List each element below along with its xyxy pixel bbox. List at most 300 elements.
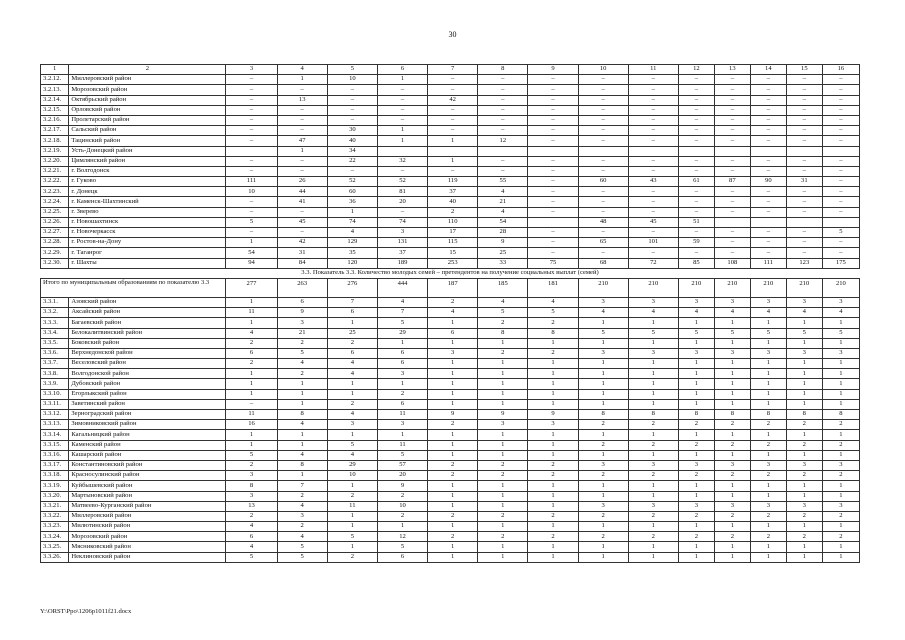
year-value-cell: 8	[478, 328, 528, 338]
year-value-cell: 2	[327, 552, 377, 562]
year-value-cell: 9	[478, 238, 528, 248]
year-value-cell: 111	[226, 177, 277, 187]
column-number: 3	[226, 65, 277, 75]
year-value-cell: –	[714, 238, 750, 248]
year-value-cell: 2	[428, 532, 478, 542]
section-title: 3.3. Показатель 3.3. Количество молодых семей – претендентов на получение социальных выплат (семей)	[41, 268, 860, 278]
row-code: 3.2.24.	[41, 197, 69, 207]
year-value-cell: 2	[678, 420, 714, 430]
column-number: 11	[628, 65, 678, 75]
year-value-cell: 3	[750, 348, 786, 358]
year-value-cell: –	[714, 197, 750, 207]
year-value-cell: –	[578, 85, 628, 95]
row-district-name: Неклиновский район	[69, 552, 226, 562]
year-value-cell: 1	[428, 156, 478, 166]
year-value-cell: 1	[226, 440, 277, 450]
row-district-name: Красносулинский район	[69, 471, 226, 481]
year-value-cell: 1	[478, 338, 528, 348]
year-value-cell: 15	[428, 248, 478, 258]
year-value-cell: –	[786, 85, 822, 95]
year-value-cell: 1	[678, 359, 714, 369]
year-value-cell: 6	[377, 348, 427, 358]
year-value-cell: 10	[377, 501, 427, 511]
year-value-cell: 1	[377, 430, 427, 440]
year-value-cell: 9	[277, 308, 327, 318]
year-value-cell: 1	[377, 75, 427, 85]
year-value-cell: 7	[327, 297, 377, 307]
column-number: 15	[786, 65, 822, 75]
row-district-name: Дубовский район	[69, 379, 226, 389]
year-value-cell: –	[578, 156, 628, 166]
year-value-cell: 1	[428, 369, 478, 379]
table-row	[41, 460, 860, 470]
year-value-cell: 1	[327, 318, 377, 328]
year-value-cell: –	[327, 166, 377, 176]
year-value-cell: –	[822, 187, 859, 197]
year-value-cell: 2	[678, 532, 714, 542]
year-value-cell: –	[786, 166, 822, 176]
year-value-cell: 1	[578, 338, 628, 348]
year-value-cell: 175	[822, 258, 859, 268]
year-value-cell: 8	[822, 410, 859, 420]
year-value-cell: 131	[377, 238, 427, 248]
year-value-cell: 31	[277, 248, 327, 258]
year-value-cell: –	[628, 95, 678, 105]
year-value-cell: 1	[478, 501, 528, 511]
year-value-cell: 47	[277, 136, 327, 146]
year-value-cell: 90	[750, 177, 786, 187]
year-value-cell: 1	[478, 430, 528, 440]
year-value-cell: –	[226, 85, 277, 95]
year-value-cell	[226, 146, 277, 156]
year-value-cell: –	[528, 187, 578, 197]
year-value-cell: –	[478, 156, 528, 166]
year-value-cell: –	[327, 115, 377, 125]
year-value-cell: –	[786, 238, 822, 248]
year-value-cell: 48	[578, 217, 628, 227]
year-value-cell: 55	[478, 177, 528, 187]
year-value-cell: 1	[822, 379, 859, 389]
year-value-cell: –	[528, 248, 578, 258]
row-code: 3.2.18.	[41, 136, 69, 146]
year-value-cell: 1	[714, 481, 750, 491]
year-value-cell: 2	[822, 471, 859, 481]
row-district-name: Аксайский район	[69, 308, 226, 318]
year-value-cell: 1	[822, 542, 859, 552]
year-value-cell: –	[226, 207, 277, 217]
year-value-cell: 1	[377, 379, 427, 389]
year-value-cell: 2	[277, 369, 327, 379]
year-value-cell: 29	[327, 460, 377, 470]
year-value-cell: 2	[478, 511, 528, 521]
year-value-cell: 1	[528, 491, 578, 501]
year-value-cell: –	[628, 115, 678, 125]
year-value-cell: 1	[678, 399, 714, 409]
year-value-cell: 123	[786, 258, 822, 268]
year-value-cell: 4	[277, 420, 327, 430]
year-value-cell: 2	[786, 532, 822, 542]
year-value-cell: 5	[377, 318, 427, 328]
row-code: 3.2.20.	[41, 156, 69, 166]
year-value-cell: 3	[750, 297, 786, 307]
year-value-cell: 4	[327, 450, 377, 460]
year-value-cell: –	[714, 207, 750, 217]
year-value-cell: –	[277, 105, 327, 115]
year-value-cell: 4	[786, 308, 822, 318]
year-value-cell: 6	[327, 308, 377, 318]
total-value-cell: 263	[277, 278, 327, 297]
row-district-name: Багаевский район	[69, 318, 226, 328]
row-code: 3.3.3.	[41, 318, 69, 328]
year-value-cell: 20	[377, 197, 427, 207]
year-value-cell: 1	[822, 399, 859, 409]
year-value-cell: –	[822, 238, 859, 248]
year-value-cell: –	[750, 136, 786, 146]
column-number-header	[41, 65, 860, 75]
year-value-cell: 1	[714, 399, 750, 409]
footer-file-path: Y:\ORST\Ppo\1206p1011f21.docx	[40, 608, 132, 615]
year-value-cell: 10	[327, 75, 377, 85]
year-value-cell: –	[628, 166, 678, 176]
row-district-name: Орловский район	[69, 105, 226, 115]
year-value-cell: 3	[714, 297, 750, 307]
year-value-cell: –	[750, 197, 786, 207]
year-value-cell: 2	[528, 532, 578, 542]
data-table-container	[40, 64, 860, 563]
year-value-cell: –	[377, 95, 427, 105]
year-value-cell: 2	[714, 532, 750, 542]
year-value-cell: 36	[327, 197, 377, 207]
year-value-cell: 2	[578, 532, 628, 542]
year-value-cell: 40	[428, 197, 478, 207]
year-value-cell: 1	[786, 491, 822, 501]
row-district-name: Цимлянский район	[69, 156, 226, 166]
year-value-cell: –	[377, 115, 427, 125]
year-value-cell: –	[678, 228, 714, 238]
year-value-cell: 3	[377, 420, 427, 430]
row-code: 3.3.16.	[41, 450, 69, 460]
year-value-cell: 8	[750, 410, 786, 420]
row-code: 3.3.8.	[41, 369, 69, 379]
year-value-cell: 1	[750, 491, 786, 501]
total-value-cell: 210	[750, 278, 786, 297]
row-code: 3.2.16.	[41, 115, 69, 125]
year-value-cell: 1	[428, 359, 478, 369]
row-code: 3.3.10.	[41, 389, 69, 399]
year-value-cell: 3	[628, 297, 678, 307]
year-value-cell: –	[714, 105, 750, 115]
year-value-cell: –	[377, 207, 427, 217]
year-value-cell: 3	[750, 460, 786, 470]
year-value-cell: 2	[714, 471, 750, 481]
year-value-cell: –	[750, 75, 786, 85]
year-value-cell: 1	[578, 379, 628, 389]
year-value-cell: –	[678, 207, 714, 217]
year-value-cell: 54	[478, 217, 528, 227]
year-value-cell: –	[478, 85, 528, 95]
year-value-cell: 2	[528, 318, 578, 328]
year-value-cell: –	[528, 126, 578, 136]
year-value-cell: 1	[678, 481, 714, 491]
year-value-cell: –	[428, 115, 478, 125]
year-value-cell: 2	[428, 420, 478, 430]
year-value-cell: 5	[578, 328, 628, 338]
year-value-cell: 1	[628, 338, 678, 348]
year-value-cell: 43	[628, 177, 678, 187]
table-row	[41, 95, 860, 105]
year-value-cell: 45	[277, 217, 327, 227]
row-code: 3.3.11.	[41, 399, 69, 409]
year-value-cell: –	[786, 197, 822, 207]
year-value-cell: 1	[628, 491, 678, 501]
year-value-cell: 1	[528, 440, 578, 450]
year-value-cell: 2	[822, 440, 859, 450]
year-value-cell: 2	[428, 207, 478, 217]
year-value-cell: 8	[226, 481, 277, 491]
row-code: 3.3.13.	[41, 420, 69, 430]
year-value-cell: –	[822, 136, 859, 146]
year-value-cell: 1	[750, 338, 786, 348]
year-value-cell: 1	[628, 359, 678, 369]
year-value-cell: 2	[786, 471, 822, 481]
year-value-cell: 1	[714, 552, 750, 562]
year-value-cell: 2	[822, 511, 859, 521]
year-value-cell: 6	[377, 552, 427, 562]
year-value-cell: 1	[277, 146, 327, 156]
year-value-cell: 3	[714, 460, 750, 470]
year-value-cell: –	[478, 115, 528, 125]
row-code: 3.3.7.	[41, 359, 69, 369]
year-value-cell: 1	[578, 369, 628, 379]
year-value-cell: 1	[678, 491, 714, 501]
row-code: 3.3.2.	[41, 308, 69, 318]
year-value-cell: 1	[750, 389, 786, 399]
year-value-cell: –	[750, 126, 786, 136]
table-row	[41, 228, 860, 238]
year-value-cell: –	[714, 228, 750, 238]
year-value-cell: 1	[578, 430, 628, 440]
year-value-cell: –	[714, 115, 750, 125]
year-value-cell: –	[678, 136, 714, 146]
year-value-cell: 1	[528, 430, 578, 440]
row-code: 3.2.15.	[41, 105, 69, 115]
year-value-cell: 5	[377, 450, 427, 460]
row-district-name: Заветинский район	[69, 399, 226, 409]
year-value-cell: 37	[428, 187, 478, 197]
year-value-cell: 13	[277, 95, 327, 105]
year-value-cell	[528, 217, 578, 227]
year-value-cell: –	[822, 95, 859, 105]
year-value-cell: 1	[786, 318, 822, 328]
year-value-cell: 1	[478, 379, 528, 389]
year-value-cell: –	[528, 177, 578, 187]
year-value-cell: 1	[428, 318, 478, 328]
year-value-cell: 4	[226, 328, 277, 338]
year-value-cell: –	[750, 156, 786, 166]
year-value-cell: –	[628, 105, 678, 115]
table-row	[41, 207, 860, 217]
year-value-cell: 5	[628, 328, 678, 338]
year-value-cell: –	[628, 197, 678, 207]
year-value-cell: –	[428, 126, 478, 136]
year-value-cell: 8	[628, 410, 678, 420]
year-value-cell: 6	[277, 297, 327, 307]
year-value-cell: 1	[277, 440, 327, 450]
year-value-cell: 2	[750, 420, 786, 430]
row-code: 3.2.12.	[41, 75, 69, 85]
year-value-cell: 61	[678, 177, 714, 187]
year-value-cell: 4	[478, 297, 528, 307]
year-value-cell: 1	[478, 552, 528, 562]
year-value-cell: 1	[578, 491, 628, 501]
year-value-cell: –	[226, 197, 277, 207]
year-value-cell: 1	[786, 399, 822, 409]
year-value-cell: 52	[377, 177, 427, 187]
year-value-cell: 4	[277, 450, 327, 460]
year-value-cell: 40	[327, 136, 377, 146]
year-value-cell: 111	[750, 258, 786, 268]
data-table	[40, 64, 860, 563]
year-value-cell: 3	[277, 318, 327, 328]
table-row	[41, 552, 860, 562]
year-value-cell: –	[822, 156, 859, 166]
table-row	[41, 187, 860, 197]
year-value-cell: –	[714, 187, 750, 197]
year-value-cell: 4	[628, 308, 678, 318]
row-code: 3.3.15.	[41, 440, 69, 450]
year-value-cell: 4	[327, 228, 377, 238]
year-value-cell: –	[786, 75, 822, 85]
row-district-name: Веселовский район	[69, 359, 226, 369]
year-value-cell: 3	[478, 420, 528, 430]
year-value-cell: –	[327, 85, 377, 95]
year-value-cell: 1	[678, 369, 714, 379]
table-row	[41, 75, 860, 85]
year-value-cell: –	[226, 136, 277, 146]
table-row	[41, 410, 860, 420]
year-value-cell: 5	[822, 228, 859, 238]
year-value-cell: 1	[750, 430, 786, 440]
year-value-cell: 13	[226, 501, 277, 511]
table-row	[41, 491, 860, 501]
year-value-cell: –	[750, 95, 786, 105]
year-value-cell: 1	[528, 389, 578, 399]
year-value-cell: –	[277, 115, 327, 125]
table-row	[41, 440, 860, 450]
year-value-cell: –	[528, 136, 578, 146]
row-district-name: Верхнедонской район	[69, 348, 226, 358]
year-value-cell: –	[428, 75, 478, 85]
year-value-cell: 2	[678, 440, 714, 450]
year-value-cell: 1	[714, 522, 750, 532]
year-value-cell: 1	[786, 450, 822, 460]
year-value-cell: 21	[277, 328, 327, 338]
year-value-cell: 1	[822, 318, 859, 328]
year-value-cell: 3	[786, 348, 822, 358]
year-value-cell: 1	[750, 369, 786, 379]
year-value-cell: 4	[327, 359, 377, 369]
year-value-cell: –	[786, 187, 822, 197]
year-value-cell: 59	[678, 238, 714, 248]
year-value-cell: –	[528, 75, 578, 85]
year-value-cell: 85	[678, 258, 714, 268]
row-district-name: Егорлыкский район	[69, 389, 226, 399]
year-value-cell: 21	[478, 197, 528, 207]
year-value-cell: 1	[478, 542, 528, 552]
year-value-cell: 2	[327, 399, 377, 409]
year-value-cell: 1	[226, 389, 277, 399]
table-row	[41, 115, 860, 125]
year-value-cell: 4	[327, 410, 377, 420]
year-value-cell: –	[678, 197, 714, 207]
year-value-cell: 1	[714, 318, 750, 328]
table-row	[41, 389, 860, 399]
year-value-cell: –	[678, 115, 714, 125]
year-value-cell: 30	[327, 126, 377, 136]
year-value-cell: 3	[226, 471, 277, 481]
year-value-cell: 1	[226, 379, 277, 389]
table-row	[41, 338, 860, 348]
year-value-cell: 8	[786, 410, 822, 420]
table-row	[41, 348, 860, 358]
year-value-cell: 1	[750, 481, 786, 491]
table-row	[41, 166, 860, 176]
year-value-cell: –	[750, 238, 786, 248]
row-district-name: Константиновский район	[69, 460, 226, 470]
year-value-cell	[822, 217, 859, 227]
year-value-cell: –	[578, 228, 628, 238]
row-code: 3.3.1.	[41, 297, 69, 307]
year-value-cell: 1	[478, 491, 528, 501]
year-value-cell: 5	[327, 440, 377, 450]
year-value-cell: 35	[327, 248, 377, 258]
year-value-cell: 1	[714, 450, 750, 460]
year-value-cell: 2	[327, 491, 377, 501]
year-value-cell: 2	[478, 348, 528, 358]
year-value-cell: –	[578, 115, 628, 125]
total-value-cell: 181	[528, 278, 578, 297]
year-value-cell: 34	[327, 146, 377, 156]
row-code: 3.3.6.	[41, 348, 69, 358]
year-value-cell: 52	[327, 177, 377, 187]
year-value-cell: –	[822, 197, 859, 207]
column-number: 12	[678, 65, 714, 75]
year-value-cell: –	[478, 95, 528, 105]
year-value-cell: 1	[528, 522, 578, 532]
row-code: 3.3.14.	[41, 430, 69, 440]
year-value-cell: 28	[478, 228, 528, 238]
year-value-cell: 2	[578, 511, 628, 521]
year-value-cell: 1	[578, 522, 628, 532]
row-code: 3.3.22.	[41, 511, 69, 521]
year-value-cell: 1	[714, 359, 750, 369]
column-number: 9	[528, 65, 578, 75]
year-value-cell: 5	[277, 348, 327, 358]
year-value-cell: –	[714, 126, 750, 136]
year-value-cell: 1	[478, 369, 528, 379]
year-value-cell: –	[226, 166, 277, 176]
year-value-cell: 1	[822, 481, 859, 491]
table-row	[41, 420, 860, 430]
year-value-cell: 8	[678, 410, 714, 420]
year-value-cell: 2	[277, 491, 327, 501]
year-value-cell: –	[786, 126, 822, 136]
year-value-cell: 2	[714, 420, 750, 430]
row-district-name: г. Донецк	[69, 187, 226, 197]
row-district-name: Кашарский район	[69, 450, 226, 460]
year-value-cell: 1	[678, 389, 714, 399]
year-value-cell: 32	[377, 156, 427, 166]
